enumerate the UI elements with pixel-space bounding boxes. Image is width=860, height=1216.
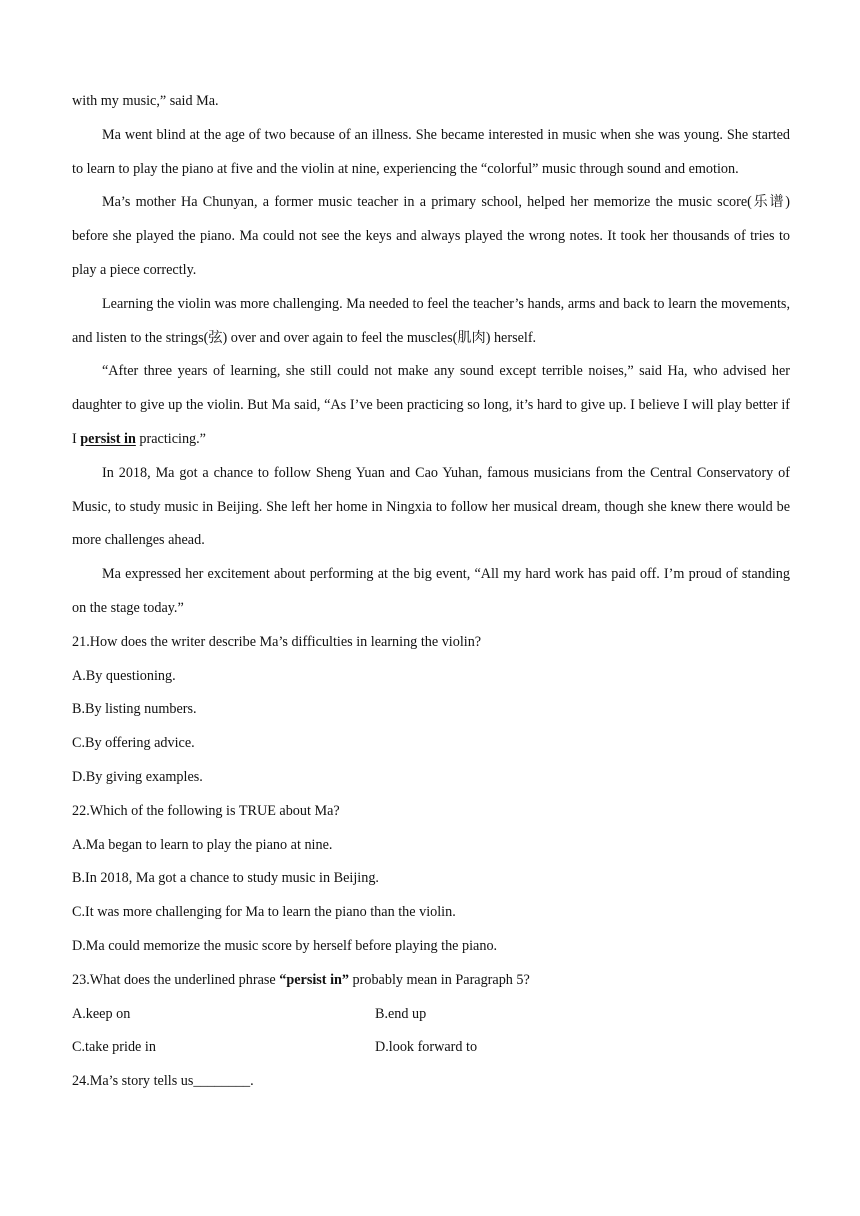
question-23-phrase: “persist in”: [279, 971, 349, 988]
question-23-options-row-1: [72, 998, 790, 1032]
question-24-stem: 24.Ma’s story tells us________.: [72, 1073, 254, 1090]
question-22-option-a: A.Ma began to learn to play the piano at nine.: [72, 836, 333, 853]
question-22-option-c: C.It was more challenging for Ma to learn the piano than the violin.: [72, 904, 456, 921]
question-23-stem-before: 23.What does the underlined phrase: [72, 971, 280, 988]
paragraph-4-text-before: “After three years of learning, she still could not make any sound except terrible noises,” said Ha, who advised her daughter to give up the violin. But Ma said, “As I’ve been practicing so long, it’s hard to give up. I believe I will play better if I: [72, 363, 790, 447]
question-21-option-b: B.By listing numbers.: [72, 701, 197, 718]
question-22-option-d: D.Ma could memorize the music score by herself before playing the piano.: [72, 937, 498, 954]
underlined-phrase: persist in: [80, 430, 136, 447]
question-23-option-b: B.end up: [375, 1005, 427, 1022]
question-21-option-a: A.By questioning.: [72, 667, 176, 684]
question-23-stem: [72, 964, 790, 998]
question-22-option-b: B.In 2018, Ma got a chance to study music in Beijing.: [72, 870, 379, 887]
question-23-option-d: D.look forward to: [375, 1039, 478, 1056]
passage-paragraph-0: with my music,” said Ma.: [72, 93, 219, 109]
document-page: [72, 85, 790, 1099]
question-21-option-c: C.By offering advice.: [72, 735, 195, 752]
question-23-options-row-2: [72, 1031, 790, 1065]
passage-paragraph-3: Learning the violin was more challenging. Ma needed to feel the teacher’s hands, arms and back to learn the movements, and listen to the strings(弦) over and over again to feel the muscles(肌肉) herself.: [72, 295, 790, 346]
passage-paragraph-5: In 2018, Ma got a chance to follow Sheng Yuan and Cao Yuhan, famous musicians from the Central Conservatory of Music, to study music in Beijing. She left her home in Ningxia to follow her musical dream, though she knew there would be more challenges ahead.: [72, 464, 790, 549]
passage-paragraph-6: Ma expressed her excitement about performing at the big event, “All my hard work has paid off. I’m proud of standing on the stage today.”: [72, 566, 790, 616]
question-23-option-a: A.keep on: [72, 1005, 131, 1022]
question-23-option-c: C.take pride in: [72, 1039, 156, 1056]
question-21-stem: 21.How does the writer describe Ma’s difficulties in learning the violin?: [72, 633, 482, 650]
paragraph-4-text-after: practicing.”: [135, 430, 206, 447]
passage-paragraph-4: [72, 355, 790, 456]
passage-paragraph-2: Ma’s mother Ha Chunyan, a former music teacher in a primary school, helped her memorize the music score(乐谱) before she played the piano. Ma could not see the keys and always played the wrong notes. It took her thousands of tries to play a piece correctly.: [72, 194, 790, 278]
question-21-option-d: D.By giving examples.: [72, 768, 203, 785]
question-23-stem-after: probably mean in Paragraph 5?: [349, 971, 530, 988]
passage-paragraph-1: Ma went blind at the age of two because of an illness. She became interested in music when she was young. She started to learn to play the piano at five and the violin at nine, experiencing the “colorful” music through sound and emotion.: [72, 126, 790, 177]
question-22-stem: 22.Which of the following is TRUE about Ma?: [72, 802, 340, 819]
